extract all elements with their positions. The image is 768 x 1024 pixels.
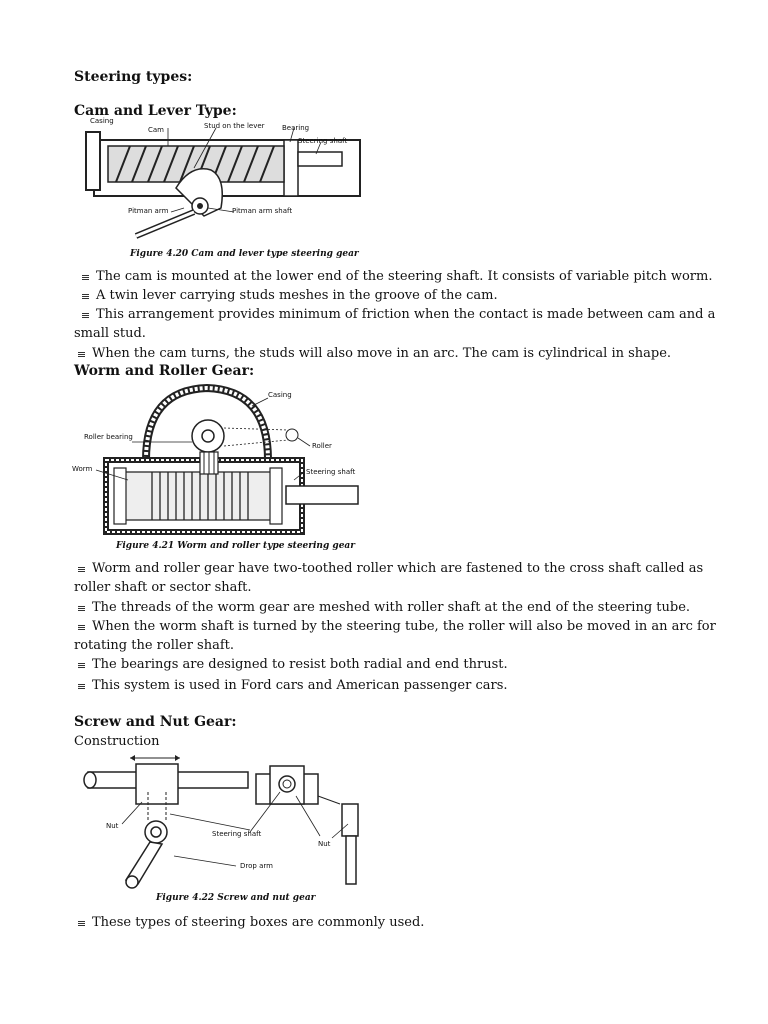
label-drop-arm: Drop arm: [240, 862, 273, 870]
label-pitman-arm-shaft: Pitman arm shaft: [232, 207, 293, 215]
bullet-item: The cam is mounted at the lower end of the steering shaft. It consists of variable pitch worm.: [82, 267, 712, 286]
bullet-item: When the cam turns, the studs will also move in an arc. The cam is cylindrical in shape.: [78, 344, 671, 363]
bullet-icon: [78, 565, 86, 573]
figure-worm-roller: [72, 380, 368, 556]
label-casing: Casing: [268, 391, 292, 399]
bullet-continuation: rotating the roller shaft.: [74, 638, 235, 653]
bullet-icon: [82, 273, 90, 281]
label-bearing: Bearing: [282, 124, 310, 132]
bullet-icon: [78, 350, 86, 358]
label-worm: Worm: [72, 465, 93, 473]
label-pitman-arm: Pitman arm: [128, 207, 169, 215]
figure-caption: Figure 4.21 Worm and roller type steering gear: [116, 541, 355, 551]
figure-caption: Figure 4.22 Screw and nut gear: [156, 893, 316, 903]
bullet-item: This arrangement provides minimum of friction when the contact is made between cam and a: [82, 305, 715, 324]
label-steering-shaft: Steering shaft: [298, 137, 348, 145]
label-steering-shaft: Steering shaft: [306, 468, 356, 476]
section-heading-cam-lever: Cam and Lever Type:: [74, 103, 237, 119]
label-roller: Roller: [312, 442, 332, 450]
label-nut: Nut: [106, 822, 119, 830]
bullet-icon: [78, 604, 86, 612]
bullet-item: The bearings are designed to resist both radial and end thrust.: [78, 655, 508, 674]
bullet-icon: [82, 311, 90, 319]
bullet-icon: [78, 623, 86, 631]
bullet-icon: [82, 292, 90, 300]
page-title: Steering types:: [74, 69, 193, 85]
bullet-item: A twin lever carrying studs meshes in the groove of the cam.: [82, 286, 498, 305]
label-cam: Cam: [148, 126, 164, 134]
bullet-item: This system is used in Ford cars and American passenger cars.: [78, 676, 508, 695]
bullet-item: The threads of the worm gear are meshed with roller shaft at the end of the steering tube.: [78, 598, 690, 617]
label-roller-bearing: Roller bearing: [84, 433, 133, 441]
bullet-item: These types of steering boxes are commonly used.: [78, 913, 424, 932]
label-steering-shaft: Steering shaft: [212, 830, 262, 838]
figure-cam-lever: [76, 118, 366, 264]
section-heading-screw-nut: Screw and Nut Gear:: [74, 714, 237, 730]
figure-screw-nut: [74, 752, 384, 910]
bullet-item: When the worm shaft is turned by the steering tube, the roller will also be moved in an arc for: [78, 617, 716, 636]
bullet-icon: [78, 661, 86, 669]
subheading-construction: Construction: [74, 734, 160, 749]
figure-caption: Figure 4.20 Cam and lever type steering gear: [130, 249, 359, 259]
bullet-icon: [78, 682, 86, 690]
label-stud-on-lever: Stud on the lever: [204, 122, 265, 130]
label-nut-right: Nut: [318, 840, 331, 848]
bullet-continuation: small stud.: [74, 326, 146, 341]
bullet-icon: [78, 919, 86, 927]
bullet-continuation: roller shaft or sector shaft.: [74, 580, 252, 595]
section-heading-worm-roller: Worm and Roller Gear:: [74, 363, 255, 379]
bullet-item: Worm and roller gear have two-toothed roller which are fastened to the cross shaft called as: [78, 559, 703, 578]
label-casing: Casing: [90, 117, 114, 125]
